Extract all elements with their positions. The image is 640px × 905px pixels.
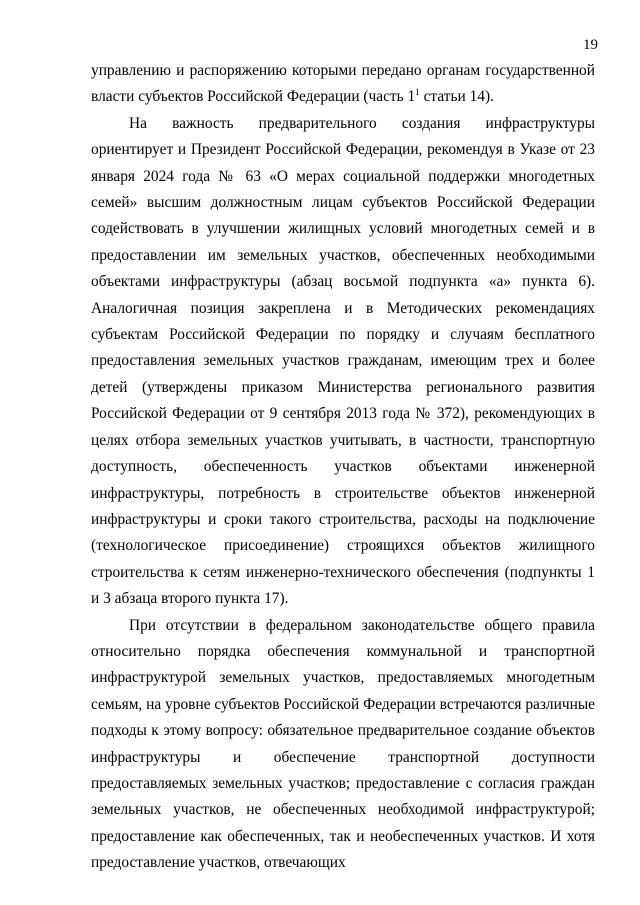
paragraph-regional-approaches: При отсутствии в федеральном законодательстве общего правила относительно порядка обеспечения коммунальной и транспортной инфраструктурой земельных участков, предоставляемых многодетным семьям, на уровне субъектов Российской Федерации встречаются различные подходы к этому вопросу: обязательное предварительное создание объектов инфраструктуры и обеспечение транспортной доступности предоставляемых земельных участков; предоставление с согласия граждан земельных участков, не обеспеченных необходимой инфраструктурой; предоставление как обеспеченных, так и необеспеченных участков. И хотя предоставление участков, отвечающих xyxy=(91,616,595,872)
paragraph-text-part: статьи 14). xyxy=(419,88,494,106)
document-body xyxy=(91,58,595,877)
paragraph-text-part: управлению и распоряжению которыми передано органам государственной власти субъектов Российской Федерации (часть 1 xyxy=(91,62,595,106)
superscript-index: 1 xyxy=(415,87,420,98)
paragraph-presidential-decree: На важность предварительного создания инфраструктуры ориентирует и Президент Российской Федерации, рекомендуя в Указе от 23 января 2024 года № 63 «О мерах социальной поддержки многодетных семей» высшим должностным лицам субъектов Российской Федерации содействовать в улучшении жилищных условий многодетных семей и в предоставлении им земельных участков, обеспеченных необходимыми объектами инфраструктуры (абзац восьмой подпункта «а» пункта 6). Аналогичная позиция закреплена и в Методических рекомендациях субъектам Российской Федерации по порядку и случаям бесплатного предоставления земельных участков гражданам, имеющим трех и более детей (утверждены приказом Министерства регионального развития Российской Федерации от 9 сентября 2013 года № 372), рекомендующих в целях отбора земельных участков учитывать, в частности, транспортную доступность, обеспеченность участков объектами инженерной инфраструктуры, потребность в строительстве объектов инженерной инфраструктуры и сроки такого строительства, расходы на подключение (технологическое присоединение) строящихся объектов жилищного строительства к сетям инженерно-технического обеспечения (подпункты 1 и 3 абзаца второго пункта 17). xyxy=(91,114,595,608)
paragraph-continuation xyxy=(91,58,595,111)
page-number: 19 xyxy=(583,37,598,53)
